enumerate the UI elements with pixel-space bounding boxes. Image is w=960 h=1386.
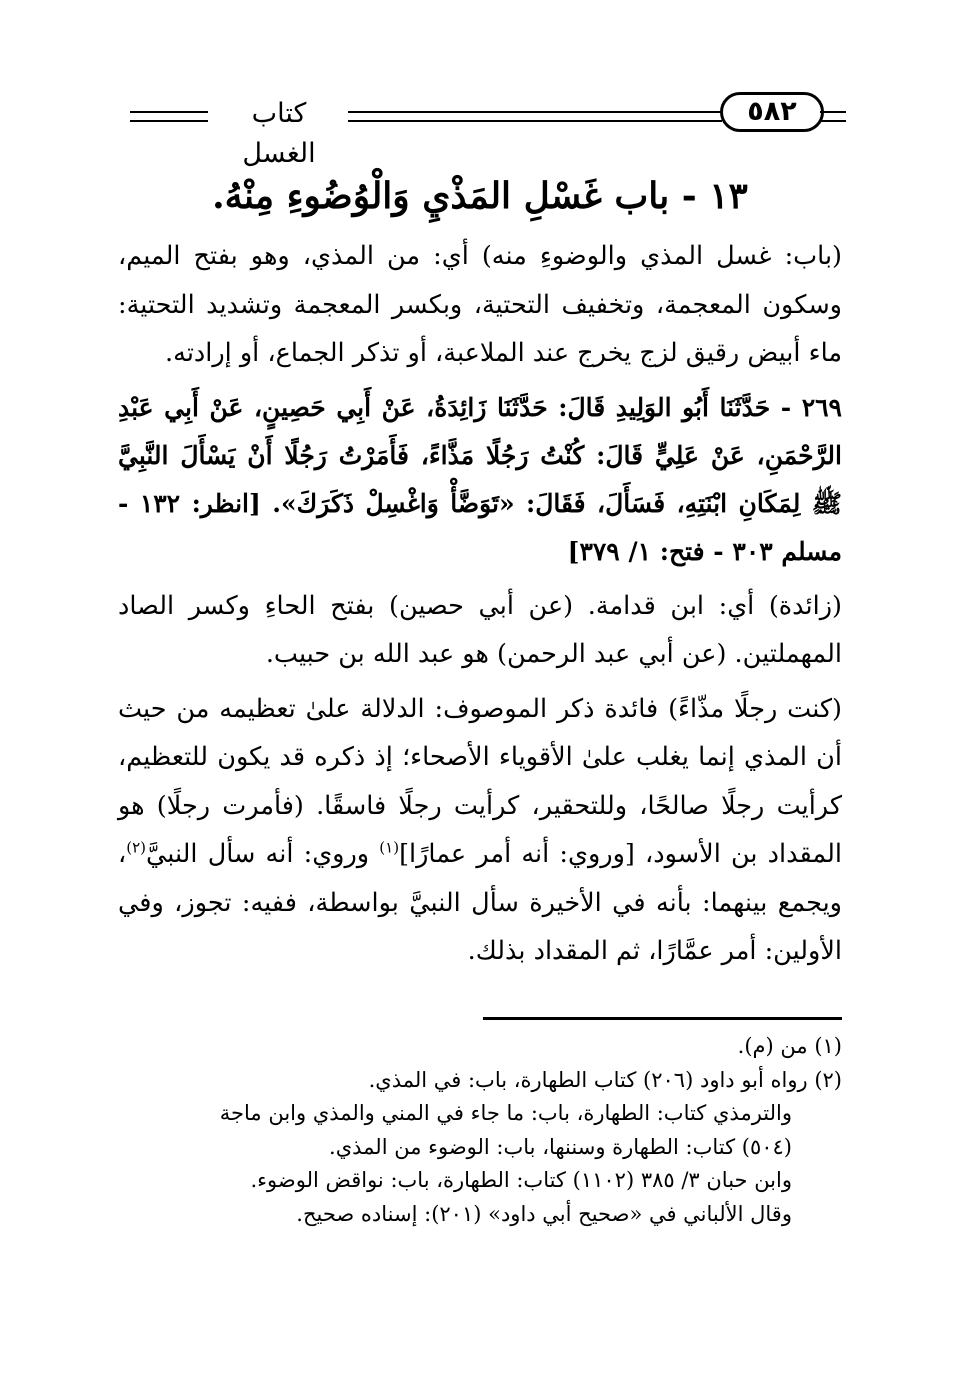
footnote-2-line: والترمذي كتاب: الطهارة، باب: ما جاء في المني والمذي وابن ماجة xyxy=(219,1101,792,1125)
footnote-1: (١) من (م). xyxy=(737,1034,842,1058)
page-number: ٥٨٢ xyxy=(747,96,797,127)
footnotes xyxy=(118,1030,842,1231)
footnote-separator xyxy=(483,1017,842,1020)
commentary-text-part-2: وروي: أنه سأل النبيَّ xyxy=(146,839,380,869)
chapter-title: ١٣ - باب غَسْلِ المَذْيِ وَالْوُضُوءِ مِنْهُ. xyxy=(212,175,748,217)
footnote-2-line: (٥٠٤) كتاب: الطهارة وسننها، باب: الوضوء من المذي. xyxy=(329,1134,792,1159)
commentary-paragraph-1: (زائدة) أي: ابن قدامة. (عن أبي حصين) بفتح الحاءِ وكسر الصاد المهملتين. (عن أبي عبد الرحمن) هو عبد الله بن حبيب. xyxy=(118,590,842,669)
main-text xyxy=(118,166,842,982)
chapter-explanation: (باب: غسل المذي والوضوءِ منه) أي: من المذي، وهو بفتح الميم، وسكون المعجمة، وتخفيف التحتية، وبكسر المعجمة وتشديد التحتية: ماء أبيض رقيق لزج يخرج عند الملاعبة، أو تذكر الجماع، أو إرادته. xyxy=(118,241,842,368)
footnote-2: (٢) رواه أبو داود (٢٠٦) كتاب الطهارة، باب: في المذي. xyxy=(368,1067,842,1092)
footnote-ref-2[interactable]: (٢) xyxy=(126,838,147,857)
footnote-2-line: وقال الألباني في «صحيح أبي داود» (٢٠١): إسناده صحيح. xyxy=(296,1201,792,1226)
hadith-text: ٢٦٩ - حَدَّثَنَا أَبُو الوَلِيدِ قَالَ: حَدَّثَنَا زَائِدَةُ، عَنْ أَبِي حَصِينٍ، عَنْ أَبِي عَبْدِ الرَّحْمَنِ، عَنْ عَلِيٍّ قَالَ: كُنْتُ رَجُلًا مَذَّاءً، فَأَمَرْتُ رَجُلًا أَنْ يَسْأَلَ النَّبِيَّ ﷺ لِمَكَانِ ابْنَتِهِ، فَسَأَلَ، فَقَالَ: «تَوَضَّأْ وَاغْسِلْ ذَكَرَكَ». [انظر: ١٣٢ - مسلم ٣٠٣ - فتح: ١/ ٣٧٩] xyxy=(118,392,842,566)
footnote-2-line: وابن حبان ٣/ ٣٨٥ (١١٠٢) كتاب: الطهارة، باب: نواقض الوضوء. xyxy=(250,1168,792,1192)
page-number-badge xyxy=(720,92,824,132)
header-rule-right xyxy=(820,111,846,122)
running-title: كتاب الغسل xyxy=(242,98,316,169)
commentary-text-part-3: ، ويجمع بينهما: بأنه في الأخيرة سأل النبيَّ بواسطة، ففيه: تجوز، وفي الأولين: أمر عمَّارًا، ثم المقداد بذلك. xyxy=(118,839,842,966)
header-rule-middle xyxy=(348,111,722,122)
header-rule-left xyxy=(130,111,208,122)
running-header xyxy=(130,92,842,169)
commentary-text-part-1: (كنت رجلًا مذّاءً) فائدة ذكر الموصوف: الدلالة علىٰ تعظيمه من حيث أن المذي إنما يغلب علىٰ الأقوياء الأصحاء؛ إذ ذكره قد يكون للتعظيم، كرأيت رجلًا صالحًا، وللتحقير، كرأيت رجلًا فاسقًا. (فأمرت رجلًا) هو المقداد بن الأسود، [وروي: أنه أمر عمارًا] xyxy=(118,693,842,869)
footnote-ref-1[interactable]: (١) xyxy=(379,838,400,857)
commentary-paragraph-2 xyxy=(118,685,842,976)
